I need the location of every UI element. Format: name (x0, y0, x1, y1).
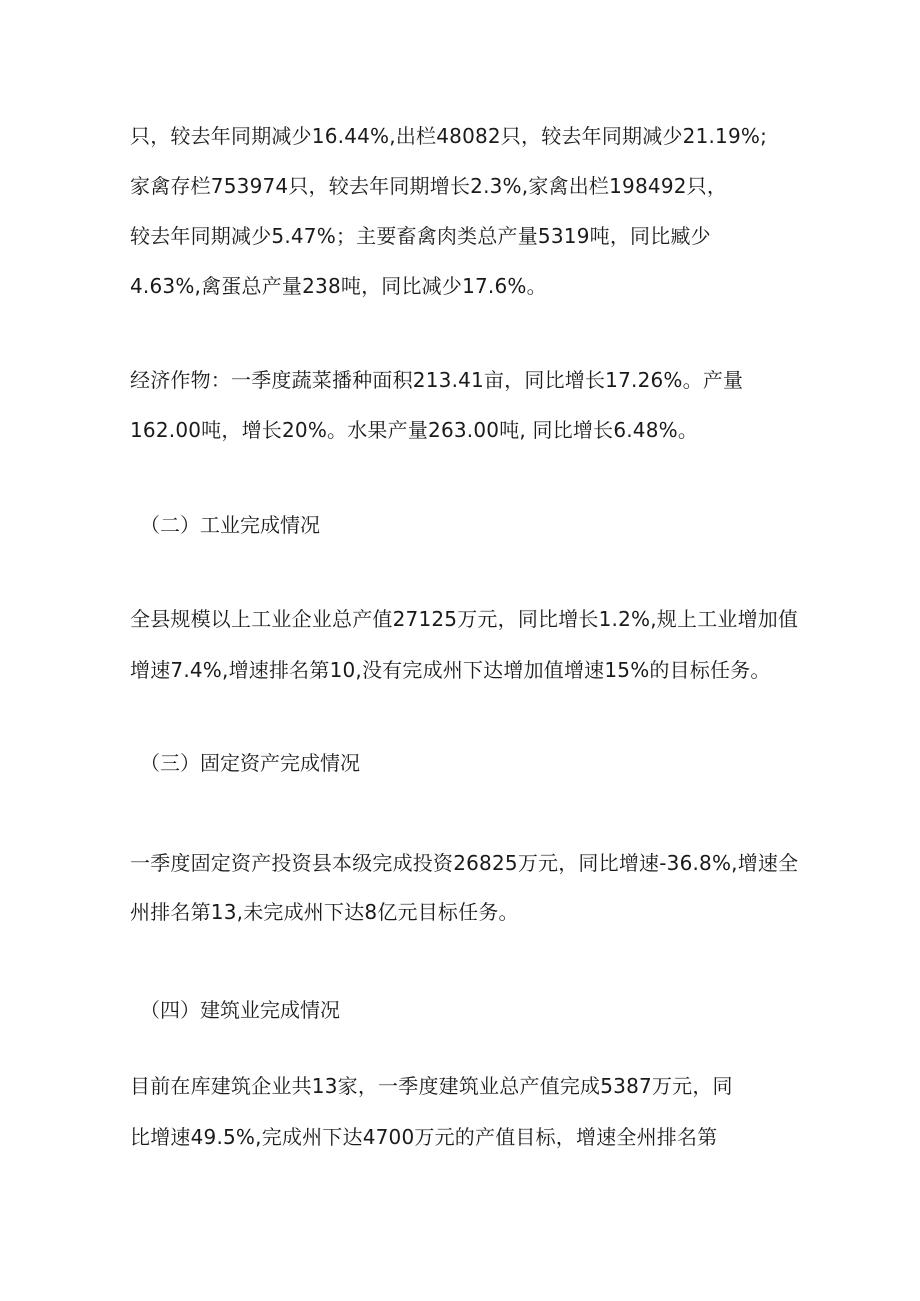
paragraph-line: 比增速49.5%,完成州下达4700万元的产值目标，增速全州排名第 (130, 1125, 718, 1149)
section-heading-fixed-assets: （三）固定资产完成情况 (140, 751, 360, 775)
paragraph-line: 只，较去年同期减少16.44%,出栏48082只，较去年同期减少21.19%; (130, 124, 768, 148)
paragraph-line: 家禽存栏753974只，较去年同期增长2.3%,家禽出栏198492只， (130, 174, 728, 198)
paragraph-line: 4.63%,禽蛋总产量238吨，同比减少17.6%。 (130, 274, 547, 298)
paragraph-line: 全县规模以上工业企业总产值27125万元，同比增长1.2%,规上工业增加值 (130, 607, 799, 631)
paragraph-line: 经济作物：一季度蔬菜播种面积213.41亩，同比增长17.26%。产量 (130, 368, 744, 392)
section-heading-construction: （四）建筑业完成情况 (140, 998, 340, 1022)
paragraph-line: 较去年同期减少5.47%；主要畜禽肉类总产量5319吨，同比臧少 (130, 224, 711, 248)
paragraph-line: 州排名第13,未完成州下达8亿元目标任务。 (130, 900, 519, 924)
paragraph-line: 162.00吨，增长20%。水果产量263.00吨, 同比增长6.48%。 (130, 418, 699, 442)
section-heading-industry: （二）工业完成情况 (140, 513, 320, 537)
paragraph-line: 目前在库建筑企业共13家，一季度建筑业总产值完成5387万元，同 (130, 1074, 733, 1098)
paragraph-line: 一季度固定资产投资县本级完成投资26825万元，同比增速-36.8%,增速全 (130, 851, 799, 875)
paragraph-line: 增速7.4%,增速排名第10,没有完成州下达增加值增速15%的目标任务。 (130, 658, 771, 682)
